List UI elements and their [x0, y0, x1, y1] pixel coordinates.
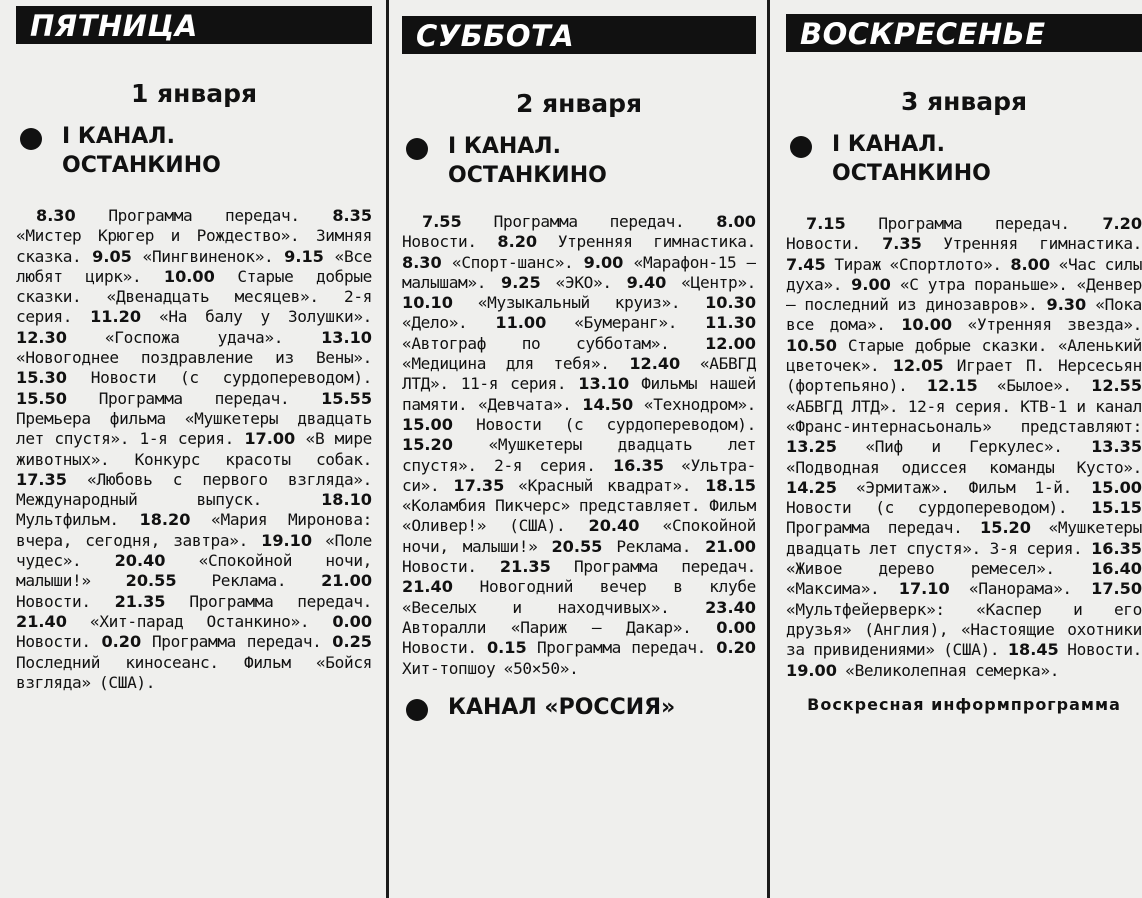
program-time: 12.30	[16, 327, 67, 347]
program-time: 13.35	[1091, 437, 1142, 457]
program-title: Программа передач.	[98, 388, 290, 408]
column-saturday	[402, 0, 756, 898]
program-time: 21.40	[16, 611, 67, 631]
column-divider	[386, 0, 389, 898]
program-title: Новости (с сурдопереводом).	[476, 414, 756, 434]
program-time: 15.30	[16, 368, 67, 388]
program-time: 15.20	[402, 435, 453, 455]
program-title: «Хит-парад Останкино».	[90, 611, 310, 631]
program-time: 17.35	[453, 475, 505, 495]
program-time: 15.55	[321, 388, 372, 408]
program-title: Реклама.	[211, 571, 287, 591]
program-time: 17.35	[16, 469, 67, 489]
program-time: 20.40	[588, 516, 640, 536]
program-title: «Спорт-шанс».	[451, 252, 574, 272]
program-time: 9.25	[501, 272, 541, 292]
program-time: 15.15	[1091, 498, 1142, 518]
program-title: «Центр».	[681, 272, 756, 292]
program-title: Утренняя гимнастика.	[943, 234, 1142, 254]
program-time: 16.40	[1091, 559, 1142, 579]
program-title: «Великолепная семерка».	[845, 660, 1060, 680]
date-heading: 2 января	[515, 89, 643, 118]
channel-name-line2: ОСТАНКИНО	[448, 163, 607, 188]
program-title: «Музыкальный круиз».	[477, 293, 681, 313]
schedule-text	[786, 214, 1142, 681]
program-time: 15.00	[1091, 477, 1142, 497]
program-time: 0.15	[486, 638, 527, 658]
program-title: «Панорама».	[969, 579, 1072, 599]
program-time: 21.35	[114, 591, 166, 611]
program-time: 15.00	[402, 414, 453, 434]
program-time: 10.10	[402, 293, 453, 313]
program-time: 16.35	[612, 455, 664, 475]
channel-heading	[786, 130, 1142, 188]
program-title: «На балу у Золушки».	[159, 307, 372, 327]
program-title: Старые добрые сказки. «Двенадцать месяцев». 2-я серия.	[16, 266, 372, 327]
program-time: 18.10	[321, 490, 372, 510]
program-time: 7.35	[882, 234, 922, 254]
program-time: 11.20	[90, 307, 142, 327]
program-title: Тираж «Спортлото».	[834, 254, 1002, 274]
channel-name: КАНАЛ «РОССИЯ»	[448, 694, 676, 720]
program-time: 7.55	[422, 212, 462, 231]
program-time: 21.00	[705, 536, 756, 556]
program-title: Новости.	[1067, 640, 1142, 660]
day-banner: ВОСКРЕСЕНЬЕ	[786, 14, 1142, 52]
program-title: «Максима».	[786, 579, 880, 599]
program-title: «Живое дерево ремесел».	[786, 559, 1055, 579]
program-title: Программа передач.	[878, 214, 1070, 233]
program-time: 8.35	[332, 206, 372, 225]
channel-heading-russia	[402, 693, 756, 722]
program-title: «В мире животных». Конкурс красоты собак.	[16, 429, 372, 469]
channel-name-line1: I КАНАЛ.	[62, 124, 175, 149]
program-title: Новости (с сурдопереводом).	[90, 368, 372, 388]
program-time: 14.50	[582, 394, 634, 414]
program-title: «Красный квадрат».	[518, 475, 692, 495]
schedule-text	[16, 206, 372, 693]
program-time: 17.50	[1091, 579, 1142, 599]
program-title: «Медицина для тебя».	[402, 354, 610, 374]
program-title: «Новогоднее поздравление из Вены».	[16, 348, 372, 368]
program-title: Программа передач.	[786, 518, 963, 538]
program-title: «Коламбия Пикчерс» представляет. Фильм «Оливер!» (США).	[402, 496, 756, 536]
schedule-text	[402, 212, 756, 679]
program-title: «Пока все дома».	[786, 295, 1142, 335]
program-title: Новости.	[402, 232, 477, 252]
program-time: 18.45	[1007, 640, 1059, 660]
program-title: «Мушкетеры двадцать лет спустя». 3-я серия.	[786, 518, 1142, 558]
program-title: Новости.	[402, 557, 477, 577]
program-title: «Мария Миронова: вчера, сегодня, завтра».	[16, 510, 372, 550]
program-title: «Былое».	[997, 376, 1072, 396]
program-title: «Подводная одиссея команды Кусто».	[786, 457, 1142, 477]
bullet-icon	[790, 136, 812, 158]
program-title: «Мистер Крюгер и Рождество». Зимняя сказка.	[16, 226, 372, 266]
program-time: 15.50	[16, 388, 67, 408]
program-title: Программа передач.	[189, 591, 372, 611]
program-title: Фильмы нашей памяти. «Девчата».	[402, 374, 756, 414]
program-time: 18.15	[705, 475, 756, 495]
program-time: 8.30	[402, 252, 442, 272]
program-time: 14.25	[786, 477, 837, 497]
program-time: 9.30	[1046, 295, 1087, 315]
program-time: 13.10	[321, 327, 372, 347]
program-time: 20.55	[125, 571, 177, 591]
program-time: 8.20	[497, 232, 538, 252]
program-time: 18.20	[139, 510, 191, 530]
program-title: «Госпожа удача».	[104, 327, 284, 347]
program-title: Программа передач.	[493, 212, 685, 231]
program-time: 9.00	[851, 274, 891, 294]
program-time: 21.35	[499, 557, 551, 577]
program-title: «Технодром».	[643, 394, 756, 414]
channel-name-line1: I КАНАЛ.	[832, 132, 945, 157]
program-time: 8.30	[36, 206, 76, 225]
program-time: 12.15	[926, 376, 978, 396]
program-time: 11.30	[705, 313, 756, 333]
program-title: Новости.	[16, 591, 91, 611]
program-title: «Бумеранг».	[574, 313, 678, 333]
program-time: 17.10	[898, 579, 950, 599]
program-time: 16.35	[1091, 538, 1142, 558]
program-title: Новости (с сурдопереводом).	[786, 498, 1068, 518]
program-title: Последний киносеанс. Фильм «Бойся взгляда» (США).	[16, 652, 372, 692]
program-time: 17.00	[244, 429, 296, 449]
program-time: 7.45	[786, 254, 826, 274]
program-title: Новости.	[402, 638, 477, 658]
program-time: 19.10	[261, 530, 313, 550]
program-time: 0.00	[332, 611, 372, 631]
program-title: «Пингвиненок».	[142, 246, 274, 266]
program-time: 9.05	[92, 246, 132, 266]
program-title: «АБВГД ЛТД». 11-я серия.	[402, 354, 756, 394]
program-title: «Любовь с первого взгляда». Международный выпуск.	[16, 469, 372, 510]
program-time: 0.00	[716, 617, 756, 637]
program-title: Программа передач.	[151, 632, 322, 652]
program-title: «Ультра-си».	[402, 455, 756, 495]
program-time: 10.30	[705, 293, 756, 313]
program-title: Программа передач.	[536, 638, 707, 658]
bullet-icon	[406, 138, 428, 160]
channel-heading	[402, 132, 756, 190]
day-banner: СУББОТА	[402, 16, 756, 54]
program-time: 13.25	[786, 437, 837, 457]
program-title: Хит-топшоу «50×50».	[402, 658, 579, 678]
program-title: Новогодний вечер в клубе «Веселых и находчивых».	[402, 577, 756, 617]
program-time: 15.20	[980, 518, 1031, 538]
channel-name-line2: ОСТАНКИНО	[62, 153, 221, 178]
program-time: 0.20	[716, 638, 756, 658]
program-title: «АБВГД ЛТД». 12-я серия. КТВ-1 и канал «Франс-интернасьональ» представляют:	[786, 396, 1142, 436]
program-time: 8.00	[716, 212, 756, 231]
program-time: 9.15	[284, 246, 324, 266]
bullet-icon	[20, 128, 42, 150]
column-divider	[767, 0, 770, 898]
program-time: 12.55	[1091, 376, 1142, 396]
program-title: «С утра пораньше». «Денвер — последний из динозавров».	[786, 274, 1142, 315]
program-title: «Спокойной ночи, малыши!»	[16, 551, 372, 591]
program-time: 7.20	[1102, 214, 1142, 233]
program-time: 10.00	[163, 266, 215, 286]
program-title: «ЭКО».	[555, 272, 612, 292]
program-time: 12.40	[629, 354, 681, 374]
program-title: Реклама.	[616, 536, 692, 556]
program-time: 13.10	[578, 374, 630, 394]
program-title: «Утренняя звезда».	[967, 315, 1142, 335]
program-time: 19.00	[786, 660, 837, 680]
program-time: 12.05	[892, 356, 944, 376]
program-time: 9.40	[626, 272, 667, 292]
program-title: «Спокойной ночи, малыши!»	[402, 516, 756, 556]
program-title: Премьера фильма «Мушкетеры двадцать лет спустя». 1-я серия.	[16, 408, 372, 449]
program-time: 7.15	[806, 214, 846, 233]
program-time: 21.40	[402, 577, 453, 597]
program-title: Мультфильм.	[16, 510, 119, 530]
program-title: Программа передач.	[108, 206, 300, 225]
column-friday	[16, 0, 372, 898]
program-title: «Все любят цирк».	[16, 246, 372, 286]
program-title: «Автограф по субботам».	[402, 333, 670, 353]
program-title: Новости.	[786, 234, 861, 254]
channel-heading	[16, 122, 372, 180]
program-time: 0.20	[101, 632, 142, 652]
program-title: Программа передач.	[574, 557, 756, 577]
program-time: 11.00	[495, 313, 547, 333]
program-time: 21.00	[321, 571, 372, 591]
program-title: Утренняя гимнастика.	[557, 232, 756, 252]
program-time: 23.40	[705, 597, 756, 617]
date-heading: 1 января	[130, 79, 258, 108]
program-title: «Марафон-15 — малышам».	[402, 252, 756, 292]
program-title: «Поле чудес».	[16, 530, 372, 571]
program-title: «Час силы духа».	[786, 254, 1142, 294]
program-time: 20.40	[114, 551, 166, 571]
program-title: «Мультфейерверк»: «Каспер и его друзья» (Англия), «Настоящие охотники за привидениями» (США).	[786, 599, 1142, 660]
day-banner: ПЯТНИЦА	[16, 6, 372, 44]
program-title: Авторалли «Париж — Дакар».	[402, 617, 692, 637]
bullet-icon	[406, 699, 428, 721]
column-sunday	[786, 0, 1142, 898]
program-title: «Пиф и Геркулес».	[865, 437, 1063, 457]
program-time: 0.25	[332, 632, 372, 652]
program-time: 9.00	[583, 252, 624, 272]
cut-off-next-text: Воскресная информпрограмма	[807, 694, 1121, 714]
program-time: 20.55	[551, 536, 603, 556]
program-title: Старые добрые сказки. «Аленький цветочек».	[786, 335, 1142, 376]
date-heading: 3 января	[900, 87, 1028, 116]
program-time: 8.00	[1010, 254, 1051, 274]
program-title: «Мушкетеры двадцать лет спустя». 2-я серия.	[402, 435, 756, 475]
channel-name-line2: ОСТАНКИНО	[832, 161, 991, 186]
program-title: Играет П. Нерсесьян (фортепьяно).	[786, 356, 1142, 396]
program-time: 10.00	[901, 315, 953, 335]
program-title: Новости.	[16, 632, 91, 652]
program-title: «Эрмитаж». Фильм 1-й.	[856, 477, 1072, 497]
channel-name-line1: I КАНАЛ.	[448, 134, 561, 159]
program-title: «Дело».	[402, 313, 468, 333]
program-time: 12.00	[705, 333, 756, 353]
program-time: 10.50	[786, 335, 837, 355]
